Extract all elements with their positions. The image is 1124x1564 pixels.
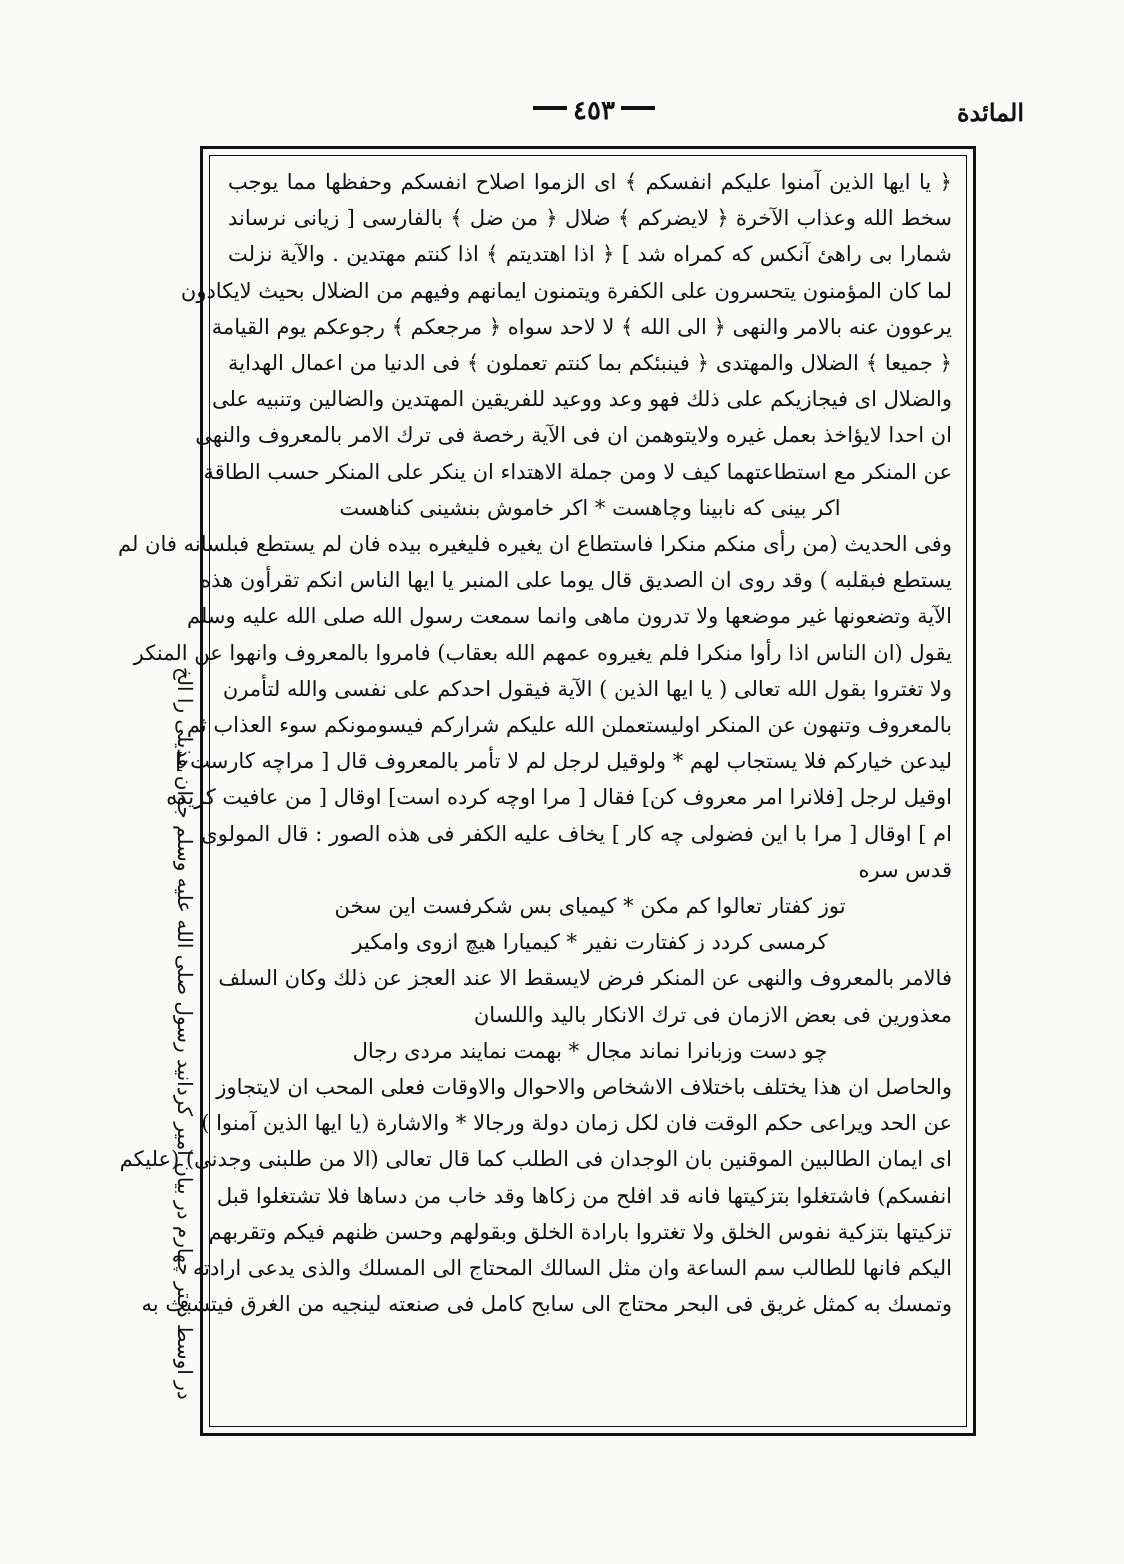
- text-line: ام ] اوقال [ مرا با اين فضولى چه كار ] يخاف عليه الكفر فى هذه الصور : قال المولوى: [201, 821, 952, 846]
- text-line: اوقيل لرجل [فلانرا امر معروف كن] فقال [ مرا اوچه كرده است] اوقال [ من عافيت كزيده: [166, 785, 952, 810]
- text-line: ولا تغتروا بقول الله تعالى ( يا ايها الذين ) الآية فيقول احدكم على نفسى والله لتأمرن: [222, 676, 952, 701]
- text-line: وفى الحديث (من رأى منكم منكرا فاستطاع ان يغيره فليغيره بيده فان لم يستطع فبلسانه فان لم: [118, 532, 952, 557]
- margin-note: [140, 667, 200, 1400]
- page-number: [514, 96, 674, 126]
- text-line: ﴿ يا ايها الذين آمنوا عليكم انفسكم ﴾ اى الزموا اصلاح انفسكم وحفظها مما يوجب: [228, 170, 952, 194]
- text-line: سخط الله وعذاب الآخرة ﴿ لايضركم ﴾ ضلال ﴿ من ضل ﴾ بالفارسى [ زيانى نرساند: [228, 206, 952, 231]
- text-line: ﴿ جميعا ﴾ الضلال والمهتدى ﴿ فينبئكم بما كنتم تعملون ﴾ فى الدنيا من اعمال الهداية: [228, 351, 952, 376]
- text-line: لما كان المؤمنون يتحسرون على الكفرة ويتمنون ايمانهم وفيهم من الضلال بحيث لايكادون: [180, 278, 952, 303]
- ornament-right: [621, 106, 655, 118]
- text-line: معذورين فى بعض الازمان فى ترك الانكار باليد واللسان: [473, 1002, 952, 1027]
- text-line: والضلال اى فيجازيكم على ذلك فهو وعد ووعيد للفريقين المهتدين والضالين وتنبيه على: [211, 387, 952, 412]
- text-line: عن المنكر مع استطاعتهما كيف لا ومن جملة الاهتداء ان ينكر على المنكر حسب الطاقة: [203, 459, 952, 484]
- page-number-text: ٤٥٣: [573, 96, 615, 126]
- verse-line: اكر بينى كه نابينا وچاهست * اكر خاموش بنشينى كناهست: [339, 495, 841, 520]
- text-line: يستطع فبقلبه ) وقد روى ان الصديق قال يوما على المنبر يا ايها الناس انكم تقرأون هذه: [200, 568, 952, 593]
- text-line: اى ايمان الطالبين الموقنين بان الوجدان فى الطلب كما قال تعالى (الا من طلبنى وجدنى) (عليكم: [119, 1147, 952, 1172]
- running-title: المائدة: [956, 98, 1024, 127]
- text-line: اليكم فانها للطالب سم الساعة وان مثل السالك المحتاج الى المسلك والذى يدعى ارادته: [192, 1256, 952, 1281]
- text-line: قدس سره: [858, 857, 952, 882]
- verse-line: چو دست وزبانرا نماند مجال * بهمت نمايند مردى رجال: [352, 1038, 828, 1063]
- text-line: والحاصل ان هذا يختلف باختلاف الاشخاص والاحوال والاوقات فعلى المحب ان لايتجاوز: [216, 1075, 952, 1100]
- text-line: عن الحد ويراعى حكم الوقت فان لكل زمان دولة ورجالا * والاشارة (يا ايها الذين آمنوا ): [201, 1111, 952, 1136]
- verse-line: توز كفتار تعالوا كم مكن * كيمياى بس شكرفست اين سخن: [334, 894, 846, 919]
- text-line: فالامر بالمعروف والنهى عن المنكر فرض لايسقط الا عند العجز عن ذلك وكان السلف: [218, 966, 952, 991]
- text-line: ليدعن خياركم فلا يستجاب لهم * ولوقيل لرجل لم لا تأمر بالمعروف قال [ مراچه كارست ]: [175, 749, 952, 774]
- text-line: ان احدا لايؤاخذ بعمل غيره ولايتوهمن ان فى الآية رخصة فى ترك الامر بالمعروف والنهى: [195, 423, 952, 448]
- margin-note-text: در اوسط دفتر چهارم در بيان امير كردانيد رسول صلى الله عليه وسلم جوان هذيلى را الخ: [173, 667, 197, 1400]
- text-line: تزكيتها بتزكية نفوس الخلق ولا تغتروا بارادة الخلق وبقولهم وحسن ظنهم فيكم وتقربهم: [208, 1219, 952, 1244]
- ornament-left: [533, 106, 567, 118]
- text-line: انفسكم) فاشتغلوا بتزكيتها فانه قد افلح من زكاها وقد خاب من دساها فلا تشتغلوا قبل: [216, 1183, 952, 1208]
- text-line: شمارا بى راهئ آنكس كه كمراه شد ] ﴿ اذا اهتديتم ﴾ اذا كنتم مهتدين . والآية نزلت: [228, 242, 952, 267]
- text-line: بالمعروف وتنهون عن المنكر اوليستعملن الله عليكم شراركم فيسومونكم سوء العذاب ثم: [186, 713, 952, 738]
- text-line: وتمسك به كمثل غريق فى البحر محتاج الى سابح كامل فى صنعته لينجيه من الغرق فيتشبث به: [141, 1292, 952, 1317]
- page-header: [196, 96, 1024, 140]
- text-line: يقول (ان الناس اذا رأوا منكرا فلم يغيروه عمهم الله بعقاب) فامروا بالمعروف وانهوا عن المنكر: [133, 640, 952, 665]
- verse-line: كرمسى كردد ز كفتارت نفير * كيميارا هيچ ازوى وامكير: [352, 930, 828, 955]
- text-line: الآية وتضعونها غير موضعها ولا تدرون ماهى وانما سمعت رسول الله صلى الله عليه وسلم: [186, 604, 952, 629]
- text-line: يرعوون عنه بالامر والنهى ﴿ الى الله ﴾ لا لاحد سواه ﴿ مرجعكم ﴾ رجوعكم يوم القيامة: [211, 314, 952, 339]
